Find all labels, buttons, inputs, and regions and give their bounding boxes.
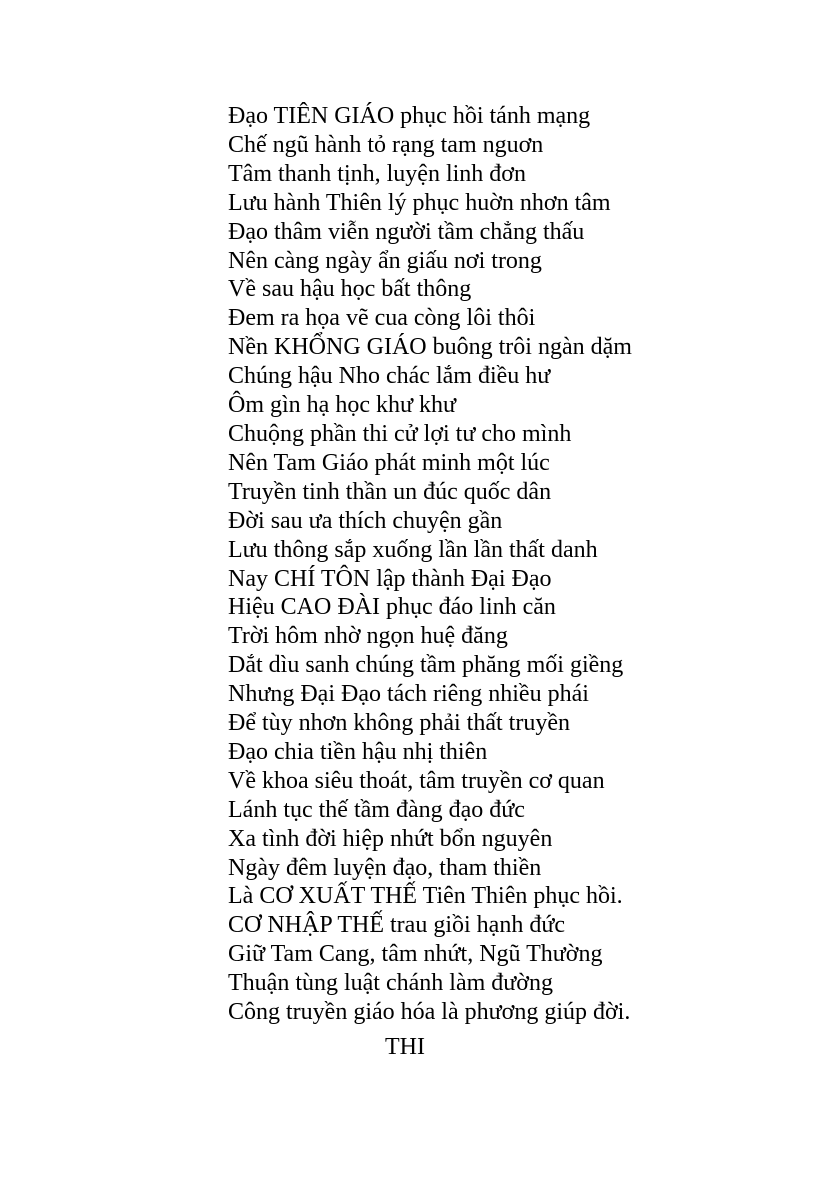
- poem-line: CƠ NHẬP THẾ trau giồi hạnh đức: [228, 912, 565, 939]
- poem-line: Dắt dìu sanh chúng tầm phăng mối giềng: [228, 652, 624, 679]
- poem-line: Về sau hậu học bất thông: [228, 276, 472, 303]
- poem-line: Nên Tam Giáo phát minh một lúc: [228, 449, 550, 476]
- poem-line: Về khoa siêu thoát, tâm truyền cơ quan: [228, 767, 605, 794]
- poem-line: Lánh tục thế tầm đàng đạo đức: [228, 796, 525, 823]
- poem-line: Để tùy nhơn không phải thất truyền: [228, 710, 570, 737]
- poem-line: Xa tình đời hiệp nhứt bổn nguyên: [228, 825, 553, 852]
- poem-line: Lưu hành Thiên lý phục huờn nhơn tâm: [228, 189, 611, 216]
- poem-line: Chúng hậu Nho chác lắm điều hư: [228, 363, 551, 390]
- poem-line: Tâm thanh tịnh, luyện linh đơn: [228, 160, 526, 187]
- poem-line: Thuận tùng luật chánh làm đường: [228, 970, 553, 997]
- poem-line: Nền KHỔNG GIÁO buông trôi ngàn dặm: [228, 334, 632, 361]
- poem-line: Đạo chia tiền hậu nhị thiên: [228, 738, 488, 765]
- poem-line: Đạo thâm viễn người tầm chẳng thấu: [228, 218, 585, 245]
- poem-line: Nên càng ngày ẩn giấu nơi trong: [228, 247, 542, 274]
- poem-line: Chế ngũ hành tỏ rạng tam nguơn: [228, 131, 544, 158]
- poem-line: Đời sau ưa thích chuyện gần: [228, 507, 503, 534]
- poem-line: Giữ Tam Cang, tâm nhứt, Ngũ Thường: [228, 941, 603, 968]
- poem-line: Ngày đêm luyện đạo, tham thiền: [228, 854, 542, 881]
- poem-line: Nhưng Đại Đạo tách riêng nhiều phái: [228, 681, 589, 708]
- poem-line: Đem ra họa vẽ cua còng lôi thôi: [228, 305, 536, 332]
- poem-line: Ôm gìn hạ học khư khư: [228, 392, 456, 419]
- poem-line: Đạo TIÊN GIÁO phục hồi tánh mạng: [228, 103, 591, 129]
- poem-line: Là CƠ XUẤT THẾ Tiên Thiên phục hồi.: [228, 883, 623, 910]
- poem-line: Trời hôm nhờ ngọn huệ đăng: [228, 623, 508, 650]
- poem-line: Truyền tinh thần un đúc quốc dân: [228, 478, 552, 505]
- poem-line: Chuộng phần thi cử lợi tư cho mình: [228, 420, 572, 447]
- poem-text: [228, 102, 632, 1027]
- poem-line: Lưu thông sắp xuống lần lần thất danh: [228, 536, 598, 563]
- poem-line: Công truyền giáo hóa là phương giúp đời.: [228, 999, 631, 1026]
- section-heading-thi: THI: [385, 1034, 425, 1060]
- poem-line: Hiệu CAO ĐÀI phục đáo linh căn: [228, 594, 556, 621]
- poem-line: Nay CHÍ TÔN lập thành Đại Đạo: [228, 565, 552, 592]
